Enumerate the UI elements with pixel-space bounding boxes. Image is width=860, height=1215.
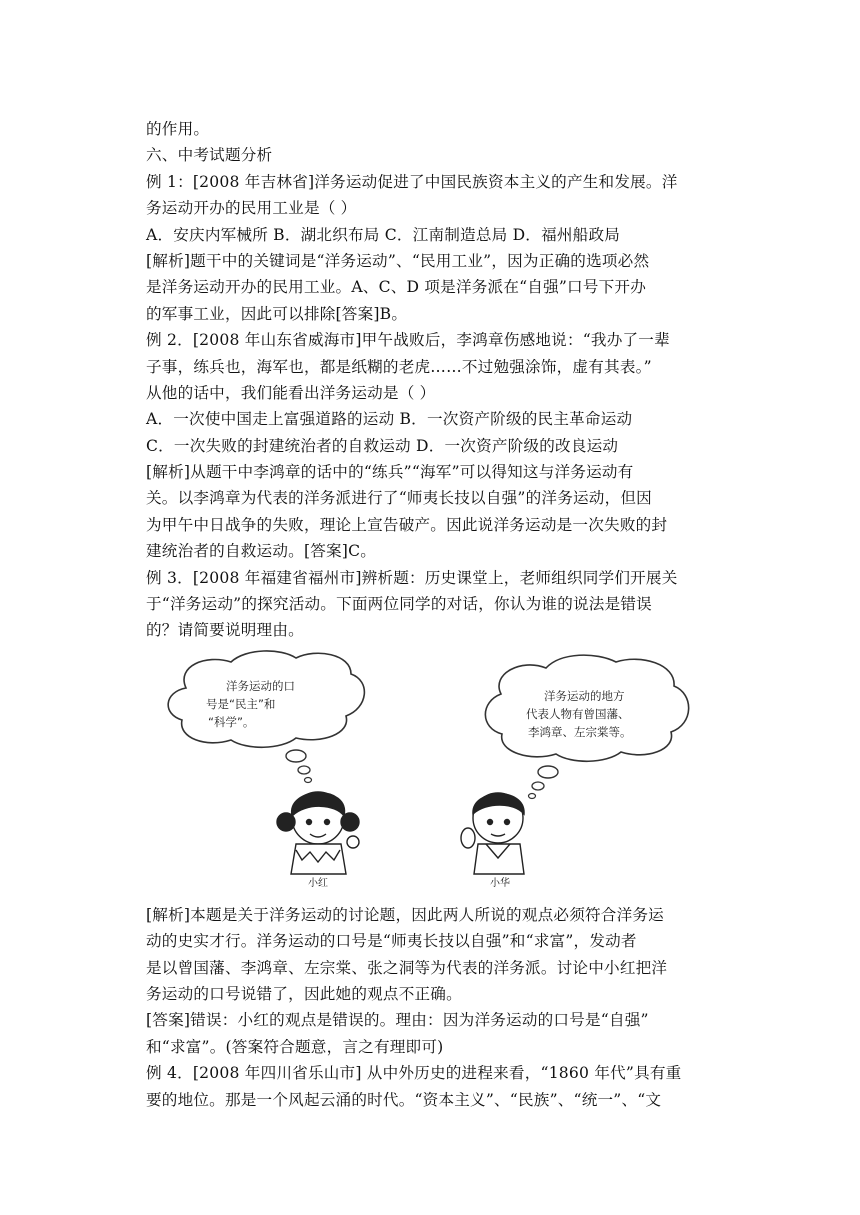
right-bubble-text-3: 李鸿章、左宗棠等。 [528,724,632,739]
question-2-options: A．一次使中国走上富强道路的运动 B．一次资产阶级的民主革命运动 [146,410,633,429]
question-2-line: 例 2．[2008 年山东省威海市]甲午战败后，李鸿章伤感地说：“我办了一辈 [146,331,670,350]
analysis-line: 建统治者的自救运动。[答案]C。 [146,542,377,561]
analysis-line: [解析]题干中的关键词是“洋务运动”、“民用工业”，因为正确的选项必然 [146,251,650,270]
left-bubble-text-2: 号是“民主”和 [206,696,276,711]
analysis-line: [解析]本题是关于洋务运动的讨论题，因此两人所说的观点必须符合洋务运 [146,905,664,924]
question-3-line: 例 3．[2008 年福建省福州市]辨析题：历史课堂上，老师组织同学们开展关 [146,568,678,587]
question-4-line: 要的地位。那是一个风起云涌的时代。“资本主义”、“民族”、“统一”、“文 [146,1090,662,1109]
text-line: 的作用。 [146,120,210,138]
right-bubble-text-1: 洋务运动的地方 [544,688,625,703]
question-4-line: 例 4．[2008 年四川省乐山市] 从中外历史的进程来看，“1860 年代”具有重 [146,1064,682,1083]
question-3-line: 的？请简要说明理由。 [146,621,304,640]
left-bubble-text-3: “科学”。 [208,714,255,729]
boy-character [461,793,524,874]
right-thought-bubble [485,655,688,798]
question-1-line: 务运动开办的民用工业是（ ） [146,199,357,218]
question-2-line: 从他的话中，我们能看出洋务运动是（ ） [146,383,436,402]
analysis-line: 动的史实才行。洋务运动的口号是“师夷长技以自强”和“求富”，发动者 [146,932,637,951]
boy-name-caption: 小华 [490,877,510,889]
analysis-line: [解析]从题干中李鸿章的话中的“练兵”“海军”可以得知这与洋务运动有 [146,463,634,482]
girl-character [277,792,359,874]
analysis-line: 关。以李鸿章为代表的洋务派进行了“师夷长技以自强”的洋务运动，但因 [146,489,652,508]
question-1-options: A．安庆内军械所 B．湖北织布局 C．江南制造总局 D．福州船政局 [146,225,621,244]
answer-line: 和“求富”。(答案符合题意，言之有理即可) [146,1037,444,1056]
analysis-line: 务运动的口号说错了，因此她的观点不正确。 [146,984,462,1003]
analysis-line: 是以曾国藩、李鸿章、左宗棠、张之洞等为代表的洋务派。讨论中小红把洋 [146,958,668,977]
girl-name-caption: 小红 [308,877,328,889]
right-bubble-text-2: 代表人物有曾国藩、 [526,706,630,721]
question-1-line: 例 1：[2008 年吉林省]洋务运动促进了中国民族资本主义的产生和发展。洋 [146,172,678,191]
section-heading: 六、中考试题分析 [146,146,273,165]
answer-line: [答案]错误：小红的观点是错误的。理由：因为洋务运动的口号是“自强” [146,1011,649,1030]
analysis-line: 的军事工业，因此可以排除[答案]B。 [146,304,408,323]
question-2-options: C．一次失败的封建统治者的自救运动 D．一次资产阶级的改良运动 [146,436,619,455]
question-2-line: 子事，练兵也，海军也，都是纸糊的老虎……不过勉强涂饰，虚有其表。” [146,357,652,376]
dialogue-illustration [146,646,716,896]
document-page [146,116,716,1113]
analysis-line: 为甲午中日战争的失败，理论上宣告破产。因此说洋务运动是一次失败的封 [146,515,668,534]
left-thought-bubble [168,651,364,783]
left-bubble-text-1: 洋务运动的口 [226,678,295,693]
analysis-line: 是洋务运动开办的民用工业。A、C、D 项是洋务派在“自强”口号下开办 [146,278,647,297]
question-3-line: 于“洋务运动”的探究活动。下面两位同学的对话，你认为谁的说法是错误 [146,595,652,614]
